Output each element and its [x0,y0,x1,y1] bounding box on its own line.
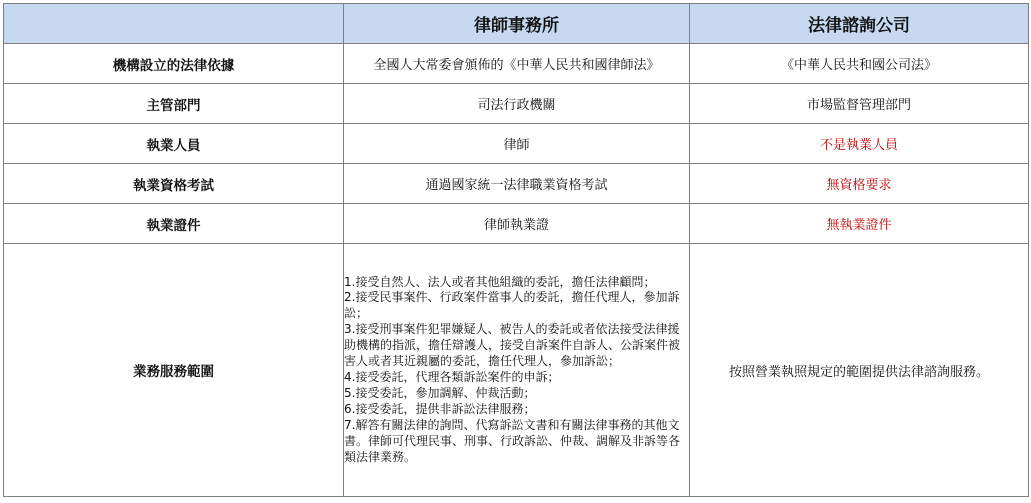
row-label: 機構設立的法律依據 [4,44,344,84]
service-item: 4.接受委託，代理各類訴訟案件的申訴； [344,370,560,384]
table-row-license [4,204,1029,244]
service-item: 5.接受委託，參加調解、仲裁活動； [344,385,536,400]
row-label: 執業資格考試 [4,164,344,204]
company-cell-highlight: 無執業證件 [690,204,1029,244]
service-item: 3.接受刑事案件犯罪嫌疑人、被告人的委託或者依法接受法律援助機構的指派，擔任辯護人，接受自訴案件自訴人、公訴案件被害人或者其近親屬的委託，擔任代理人，參加訴訟； [344,322,681,369]
row-label: 主管部門 [4,84,344,124]
company-cell-highlight: 無資格要求 [690,164,1029,204]
law-firm-cell: 司法行政機關 [344,84,690,124]
law-firm-cell: 律師執業證 [344,204,690,244]
table-row-qualification-exam [4,164,1029,204]
table-row-service-scope [4,244,1029,497]
table-row-practitioners [4,124,1029,164]
company-cell: 《中華人民共和國公司法》 [690,44,1029,84]
law-firm-cell: 全國人大常委會頒佈的《中華人民共和國律師法》 [344,44,690,84]
table-row-authority [4,84,1029,124]
header-corner-cell [4,4,344,44]
row-label: 業務服務範圍 [4,244,344,497]
service-item: 2.接受民事案件、行政案件當事人的委託，擔任代理人，參加訴訟； [344,290,680,321]
service-item: 1.接受自然人、法人或者其他組織的委託，擔任法律顧問； [344,274,656,289]
row-label: 執業人員 [4,124,344,164]
law-firm-services-cell [344,244,690,497]
company-cell-highlight: 不是執業人員 [690,124,1029,164]
law-firm-cell: 律師 [344,124,690,164]
header-law-firm: 律師事務所 [344,4,690,44]
service-item: 7.解答有關法律的詢問、代寫訴訟文書和有關法律事務的其他文書。律師可代理民事、刑事、行政訴訟、仲裁、調解及非訴等各類法律業務。 [344,417,681,464]
company-services-cell: 按照營業執照規定的範圍提供法律諮詢服務。 [690,244,1029,497]
header-consulting-company: 法律諮詢公司 [690,4,1029,44]
company-cell: 市場監督管理部門 [690,84,1029,124]
service-item: 6.接受委託，提供非訴訟法律服務； [344,401,536,416]
comparison-table [3,3,1029,497]
law-firm-cell: 通過國家統一法律職業資格考試 [344,164,690,204]
row-label: 執業證件 [4,204,344,244]
table-row-legal-basis [4,44,1029,84]
header-row [4,4,1029,44]
